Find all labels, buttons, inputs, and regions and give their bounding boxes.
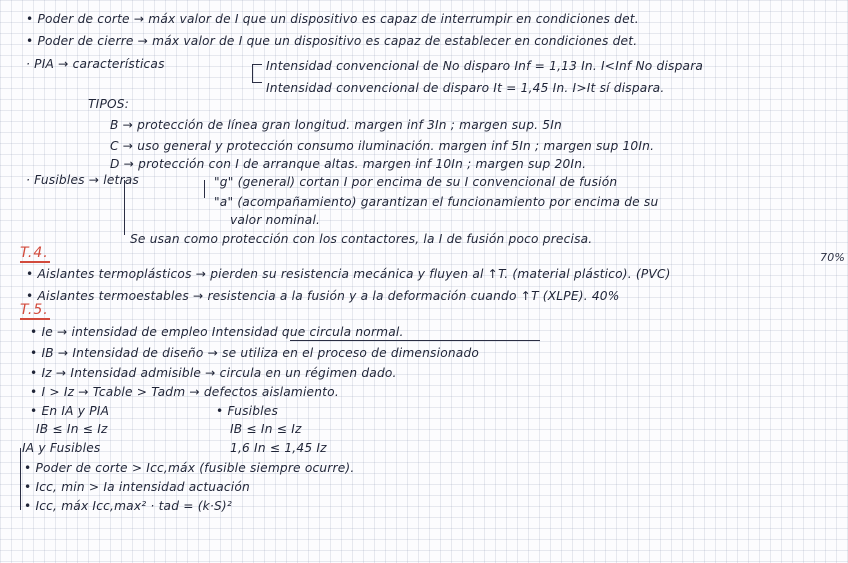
percent-70-note: 70% — [820, 251, 846, 264]
fusibles-brace — [124, 180, 125, 235]
fusible-g: "g" (general) cortan I por encima de su I convencional de fusión — [214, 175, 618, 189]
t5-icc-max: • Icc, máx Icc,max² · tad = (k·S)² — [24, 499, 232, 513]
note-line-pia: · PIA → características — [26, 57, 165, 71]
t5-ie: • Ie → intensidad de empleo Intensidad que circula normal. — [30, 325, 404, 339]
note-line-disparo: Intensidad convencional de disparo It = 1,45 In. I>It sí dispara. — [266, 81, 665, 95]
letras-brace — [204, 180, 205, 198]
t5-ie-underline — [290, 340, 540, 341]
t5-ia-fusibles: IA y Fusibles — [22, 441, 101, 455]
t5-fusibles: • Fusibles — [216, 404, 279, 418]
section-t5: T.5. — [20, 302, 49, 318]
tipo-c: C → uso general y protección consumo iluminación. margen inf 5In ; margen sup 10In. — [110, 139, 655, 153]
fusible-contactores: Se usan como protección con los contactores, la I de fusión poco precisa. — [130, 232, 593, 246]
tipo-b: B → protección de línea gran longitud. margen inf 3In ; margen sup. 5In — [110, 118, 562, 132]
t5-iz: • Iz → Intensidad admisible → circula en un régimen dado. — [30, 366, 397, 380]
pia-brace-bottom — [252, 82, 262, 83]
t4-underline — [20, 261, 50, 263]
t5-bottom-brace — [20, 448, 21, 510]
fusible-a: "a" (acompañamiento) garantizan el funcionamiento por encima de su — [214, 195, 659, 209]
t5-en-ia-pia: • En IA y PIA — [30, 404, 110, 418]
tipo-d: D → protección con I de arranque altas. margen inf 10In ; margen sup 20In. — [110, 157, 587, 171]
t5-underline — [20, 318, 50, 320]
section-t4: T.4. — [20, 245, 49, 261]
t5-poder-corte: • Poder de corte > Icc,máx (fusible siempre ocurre). — [24, 461, 355, 475]
tipos-heading: TIPOS: — [88, 97, 130, 111]
t5-cond-fusibles: IB ≤ In ≤ Iz — [230, 422, 302, 436]
fusible-a-cont: valor nominal. — [230, 213, 321, 227]
note-line-poder-corte: • Poder de corte → máx valor de I que un dispositivo es capaz de interrumpir en condiciones det. — [26, 12, 639, 26]
t5-cond-fusion: 1,6 In ≤ 1,45 Iz — [230, 441, 327, 455]
note-line-no-disparo: Intensidad convencional de No disparo Inf = 1,13 In. I<Inf No dispara — [266, 59, 704, 73]
note-line-poder-cierre: • Poder de cierre → máx valor de I que un dispositivo es capaz de establecer en condiciones det. — [26, 34, 638, 48]
fusibles-line: · Fusibles → letras — [26, 173, 139, 187]
t5-i-gt-iz: • I > Iz → Tcable > Tadm → defectos aislamiento. — [30, 385, 339, 399]
t5-cond-pia: IB ≤ In ≤ Iz — [36, 422, 108, 436]
t5-icc-min: • Icc, min > Ia intensidad actuación — [24, 480, 250, 494]
t4-termoplasticos: • Aislantes termoplásticos → pierden su resistencia mecánica y fluyen al ↑T. (material plástico). (PVC) — [26, 267, 671, 281]
pia-brace — [252, 64, 253, 82]
t4-termoestables: • Aislantes termoestables → resistencia a la fusión y a la deformación cuando ↑T (XLPE). 40% — [26, 289, 620, 303]
t5-ib: • IB → Intensidad de diseño → se utiliza en el proceso de dimensionado — [30, 346, 480, 360]
pia-brace-top — [252, 64, 262, 65]
